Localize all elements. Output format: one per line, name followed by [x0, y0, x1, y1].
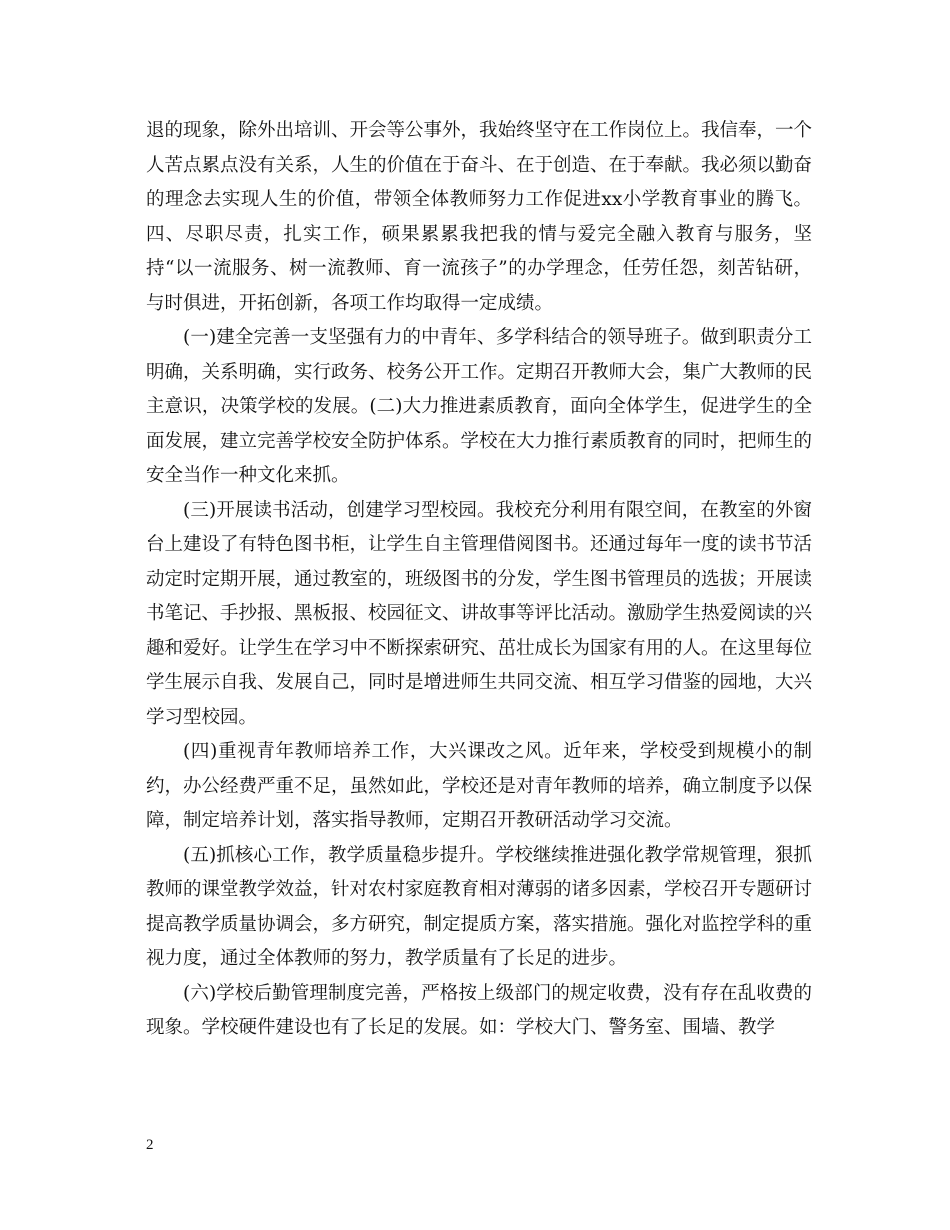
paragraph-continuation: 退的现象，除外出培训、开会等公事外，我始终坚守在工作岗位上。我信奉，一个人苦点累点没有关系，人生的价值在于奋斗、在于创造、在于奉献。我必须以勤奋的理念去实现人生的价值，带领全体教师努力工作促进xx小学教育事业的腾飞。四、尽职尽责，扎实工作，硕果累累我把我的情与爱完全融入教育与服务，坚持“以一流服务、树一流教师、育一流孩子”的办学理念，任劳任怨，刻苦钻研，与时俱进，开拓创新，各项工作均取得一定成绩。: [146, 120, 813, 314]
paragraph-leadership: (一)建全完善一支坚强有力的中青年、多学科结合的领导班子。做到职责分工明确，关系明确，实行政务、校务公开工作。定期召开教师大会，集广大教师的民主意识，决策学校的发展。(二)大力推进素质教育，面向全体学生，促进学生的全面发展，建立完善学校安全防护体系。学校在大力推行素质教育的同时，把师生的安全当作一种文化来抓。: [146, 327, 813, 486]
paragraph-teaching-quality: (五)抓核心工作，教学质量稳步提升。学校继续推进强化教学常规管理，狠抓教师的课堂教学效益，针对农村家庭教育相对薄弱的诸多因素，学校召开专题研讨提高教学质量协调会，多方研究，制定提质方案，落实措施。强化对监控学科的重视力度，通过全体教师的努力，教学质量有了长足的进步。: [146, 844, 813, 969]
document-body: [146, 114, 812, 1046]
paragraph-logistics: (六)学校后勤管理制度完善，严格按上级部门的规定收费，没有存在乱收费的现象。学校硬件建设也有了长足的发展。如：学校大门、警务室、围墙、教学: [146, 982, 812, 1038]
paragraph-reading-activity: (三)开展读书活动，创建学习型校园。我校充分利用有限空间，在教室的外窗台上建设了有特色图书柜，让学生自主管理借阅图书。还通过每年一度的读书节活动定时定期开展，通过教室的，班级图书的分发，学生图书管理员的选拔；开展读书笔记、手抄报、黑板报、校园征文、讲故事等评比活动。激励学生热爱阅读的兴趣和爱好。让学生在学习中不断探索研究、茁壮成长为国家有用的人。在这里每位学生展示自我、发展自己，同时是增进师生共同交流、相互学习借鉴的园地，大兴学习型校园。: [146, 499, 813, 728]
paragraph-young-teachers: (四)重视青年教师培养工作，大兴课改之风。近年来，学校受到规模小的制约，办公经费严重不足，虽然如此，学校还是对青年教师的培养，确立制度予以保障，制定培养计划，落实指导教师，定期召开教研活动学习交流。: [146, 741, 813, 831]
page-number: 2: [146, 1137, 154, 1153]
